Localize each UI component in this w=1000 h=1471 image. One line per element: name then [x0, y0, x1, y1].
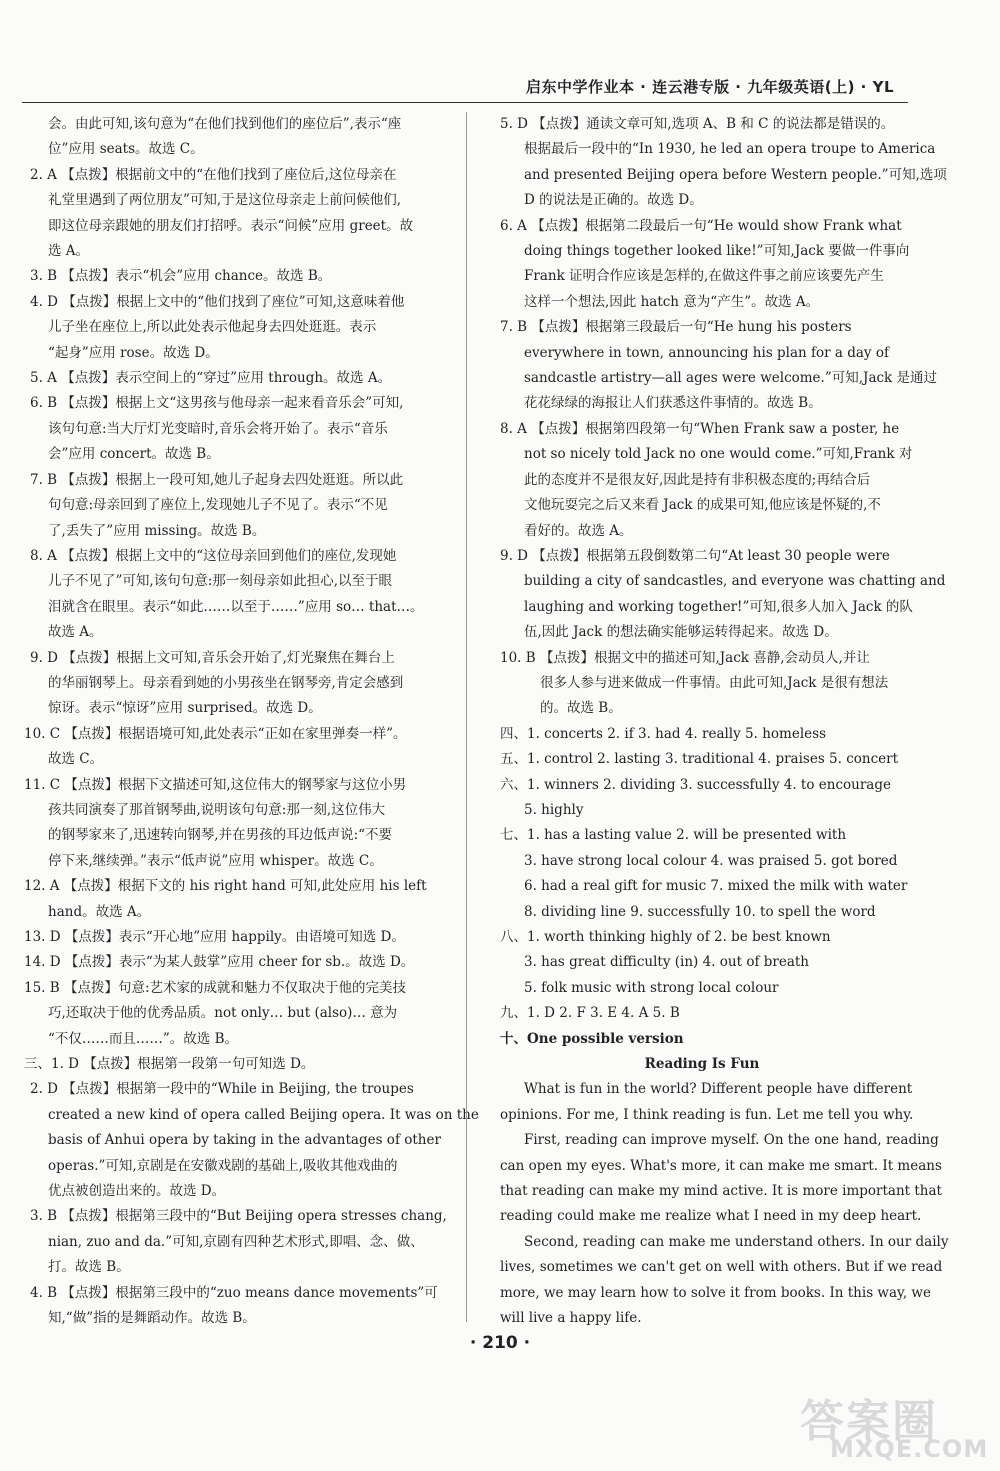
text-line: 会。由此可知,该句意为“在他们找到他们的座位后”,表示“座 — [48, 116, 402, 132]
text-line: 3. B 【点拨】表示“机会”应用 chance。故选 B。 — [30, 268, 332, 285]
text-line: Second, reading can make me understand others. In our daily — [524, 1233, 949, 1250]
text-line: 7. B 【点拨】根据第三段最后一句“He hung his posters — [500, 319, 852, 336]
text-line: 此的态度并不是很友好,因此是持有非积极态度的;再结合后 — [524, 471, 871, 488]
text-line: Frank 证明合作应该是怎样的,在做这件事之前应该要先产生 — [524, 268, 884, 285]
text-line: 即这位母亲跟她的朋友们打招呼。表示“问候”应用 greet。故 — [48, 217, 414, 234]
page-header — [22, 76, 908, 103]
text-line: 伍,因此 Jack 的想法确实能够运转得起来。故选 D。 — [524, 624, 838, 641]
text-line: 九、1. D 2. F 3. E 4. A 5. B — [500, 1005, 680, 1022]
text-line: 6. B 【点拨】根据上文“这男孩与他母亲一起来看音乐会”可知, — [30, 395, 404, 412]
text-line: “起身”应用 rose。故选 D。 — [48, 344, 219, 361]
text-line: not so nicely told Jack no one would come.”可知,Frank 对 — [524, 446, 913, 463]
text-line: everywhere in town, announcing his plan for a day of — [524, 344, 889, 361]
watermark-url: MXQE.COM — [830, 1435, 989, 1463]
text-line: lives, sometimes we can't get on well with others. But if we read — [500, 1259, 943, 1276]
text-line: 七、1. has a lasting value 2. will be presented with — [500, 827, 847, 844]
text-line: 五、1. control 2. lasting 3. traditional 4. praises 5. concert — [500, 751, 899, 768]
text-line: 泪就含在眼里。表示“如此……以至于……”应用 so… that…。 — [48, 598, 424, 615]
text-line: 看好的。故选 A。 — [524, 522, 633, 539]
text-line: D 的说法是正确的。故选 D。 — [524, 192, 703, 209]
text-line: 了,丢失了”应用 missing。故选 B。 — [48, 522, 266, 539]
text-line: operas.”可知,京剧是在安徽戏剧的基础上,吸收其他戏曲的 — [48, 1157, 398, 1174]
text-line: 四、1. concerts 2. if 3. had 4. really 5. homeless — [500, 725, 826, 742]
text-line: 三、1. D 【点拨】根据第一段第一句可知选 D。 — [24, 1056, 315, 1073]
text-line: nian, zuo and da.”可知,京剧有四种艺术形式,即唱、念、做、 — [48, 1233, 424, 1250]
text-line: 选 A。 — [48, 243, 90, 260]
left-column — [24, 112, 479, 1332]
text-line: 的华丽钢琴上。母亲看到她的小男孩坐在钢琴旁,肯定会感到 — [48, 674, 404, 691]
text-line: 5. A 【点拨】表示空间上的“穿过”应用 through。故选 A。 — [30, 370, 392, 387]
text-line: 9. D 【点拨】根据第五段倒数第二句“At least 30 people were — [500, 547, 890, 564]
text-line: building a city of sandcastles, and everyone was chatting and — [524, 573, 946, 590]
text-line: laughing and working together!”可知,很多人加入 Jack 的队 — [524, 598, 913, 615]
watermark-text: 答案圈 — [800, 1396, 938, 1447]
text-line: basis of Anhui opera by taking in the advantages of other — [48, 1132, 441, 1149]
text-line: 根据最后一段中的“In 1930, he led an opera troupe to America — [524, 141, 936, 158]
text-line: 13. D 【点拨】表示“开心地”应用 happily。由语境可知选 D。 — [24, 929, 405, 945]
text-line: 4. D 【点拨】根据上文中的“他们找到了座位”可知,这意味着他 — [30, 293, 405, 310]
text-line: 巧,还取决于他的优秀品质。not only… but (also)… 意为 — [48, 1005, 398, 1022]
text-line: opinions. For me, I think reading is fun. Let me tell you why. — [500, 1106, 914, 1123]
text-line: 位”应用 seats。故选 C。 — [48, 141, 204, 158]
text-line: “不仅……而且……”。故选 B。 — [48, 1030, 239, 1047]
text-line: sandcastle artistry—all ages were welcome.”可知,Jack 是通过 — [524, 370, 938, 387]
text-line: 停下来,继续弹。”表示“低声说”应用 whisper。故选 C。 — [48, 852, 383, 869]
text-line: 2. A 【点拨】根据前文中的“在他们找到了座位后,这位母亲在 — [30, 166, 397, 183]
text-line: 6. A 【点拨】根据第二段最后一句“He would show Frank what — [500, 217, 902, 234]
text-line: hand。故选 A。 — [48, 903, 151, 920]
text-line: 孩共同演奏了那首钢琴曲,说明该句句意:那一刻,这位伟大 — [48, 801, 386, 818]
text-line: 3. has great difficulty (in) 4. out of breath — [524, 954, 809, 971]
text-line: 6. had a real gift for music 7. mixed the milk with water — [524, 878, 908, 895]
page-number: · 210 · — [469, 1333, 531, 1353]
text-line: 10. B 【点拨】根据文中的描述可知,Jack 喜静,会动员人,并让 — [500, 649, 870, 666]
right-column — [500, 112, 949, 1332]
text-line: 花花绿绿的海报让人们获悉这件事情的。故选 B。 — [524, 395, 822, 412]
column-divider — [466, 112, 467, 1322]
text-line: 12. A 【点拨】根据下文的 his right hand 可知,此处应用 his left — [24, 878, 427, 895]
text-line: 儿子不见了”可知,该句句意:那一刻母亲如此担心,以至于眼 — [48, 573, 393, 590]
text-line: 3. B 【点拨】根据第三段中的“But Beijing opera stresses chang, — [30, 1208, 447, 1225]
text-line: 7. B 【点拨】根据上一段可知,她儿子起身去四处逛逛。所以此 — [30, 471, 404, 488]
text-line: 8. A 【点拨】根据第四段第一句“When Frank saw a poster, he — [500, 420, 900, 437]
text-line: 5. D 【点拨】通读文章可知,选项 A、B 和 C 的说法都是错误的。 — [500, 116, 895, 132]
text-line: First, reading can improve myself. On the one hand, reading — [524, 1132, 939, 1149]
text-line: 8. A 【点拨】根据上文中的“这位母亲回到他们的座位,发现她 — [30, 547, 397, 564]
text-line: 该句句意:当大厅灯光变暗时,音乐会将开始了。表示“音乐 — [48, 420, 388, 437]
text-line: 故选 A。 — [48, 624, 103, 641]
text-line: 句句意:母亲回到了座位上,发现她儿子不见了。表示“不见 — [48, 497, 388, 514]
text-line: 打。故选 B。 — [48, 1259, 130, 1276]
text-line: 10. C 【点拨】根据语境可知,此处表示“正如在家里弹奏一样”。 — [24, 725, 407, 742]
text-line: 礼堂里遇到了两位朋友”可知,于是这位母亲走上前问候他们, — [48, 192, 401, 209]
text-line: 六、1. winners 2. dividing 3. successfully 4. to encourage — [500, 776, 891, 793]
text-line: 很多人参与进来做成一件事情。由此可知,Jack 是很有想法 — [540, 674, 889, 691]
text-line: 8. dividing line 9. successfully 10. to spell the word — [524, 903, 876, 920]
text-line: 儿子坐在座位上,所以此处表示他起身去四处逛逛。表示 — [48, 319, 377, 336]
text-line: 十、One possible version — [500, 1030, 684, 1047]
text-line: 的钢琴家来了,迅速转向钢琴,并在男孩的耳边低声说:“不要 — [48, 827, 393, 844]
text-line: 这样一个想法,因此 hatch 意为“产生”。故选 A。 — [524, 293, 820, 310]
watermark-logo — [800, 1385, 990, 1465]
text-line: 4. B 【点拨】根据第三段中的“zuo means dance movements”可 — [30, 1284, 438, 1301]
text-line: What is fun in the world? Different people have different — [524, 1081, 913, 1098]
header-title: 启东中学作业本 · 连云港专版 · 九年级英语(上) · YL — [525, 78, 894, 96]
text-line: 5. folk music with strong local colour — [524, 979, 779, 996]
text-line: 优点被创造出来的。故选 D。 — [48, 1183, 226, 1200]
text-line: that reading can make my mind active. It is more important that — [500, 1183, 942, 1200]
text-line: reading could make me realize what I need in my deep heart. — [500, 1208, 922, 1225]
text-line: 11. C 【点拨】根据下文描述可知,这位伟大的钢琴家与这位小男 — [24, 776, 407, 793]
text-line: created a new kind of opera called Beijing opera. It was on the — [48, 1106, 479, 1123]
text-line: 文他玩耍完之后又来看 Jack 的成果可知,他应该是怀疑的,不 — [524, 497, 881, 514]
text-line: Reading Is Fun — [644, 1056, 760, 1073]
text-line: 3. have strong local colour 4. was praised 5. got bored — [524, 852, 898, 869]
text-line: will live a happy life. — [500, 1310, 642, 1327]
text-line: 惊讶。表示“惊讶”应用 surprised。故选 D。 — [48, 700, 322, 717]
text-line: 知,“做”指的是舞蹈动作。故选 B。 — [48, 1310, 256, 1327]
text-line: doing things together looked like!”可知,Jack 要做一件事向 — [524, 243, 910, 260]
text-line: 故选 C。 — [48, 751, 104, 768]
text-line: 9. D 【点拨】根据上文可知,音乐会开始了,灯光聚焦在舞台上 — [30, 649, 395, 666]
text-line: 15. B 【点拨】句意:艺术家的成就和魅力不仅取决于他的完美技 — [24, 979, 407, 996]
text-line: 2. D 【点拨】根据第一段中的“While in Beijing, the troupes — [30, 1081, 414, 1098]
text-line: 的。故选 B。 — [540, 700, 622, 717]
text-line: can open my eyes. What's more, it can make me smart. It means — [500, 1157, 942, 1174]
text-line: 14. D 【点拨】表示“为某人鼓掌”应用 cheer for sb.。故选 D。 — [24, 954, 415, 971]
text-line: and presented Beijing opera before Western people.”可知,选项 — [524, 166, 947, 183]
text-line: 5. highly — [524, 801, 584, 818]
text-line: more, we may learn how to solve it from books. In this way, we — [500, 1284, 931, 1301]
text-line: 会”应用 concert。故选 B。 — [48, 446, 220, 463]
text-line: 八、1. worth thinking highly of 2. be best known — [500, 929, 831, 945]
